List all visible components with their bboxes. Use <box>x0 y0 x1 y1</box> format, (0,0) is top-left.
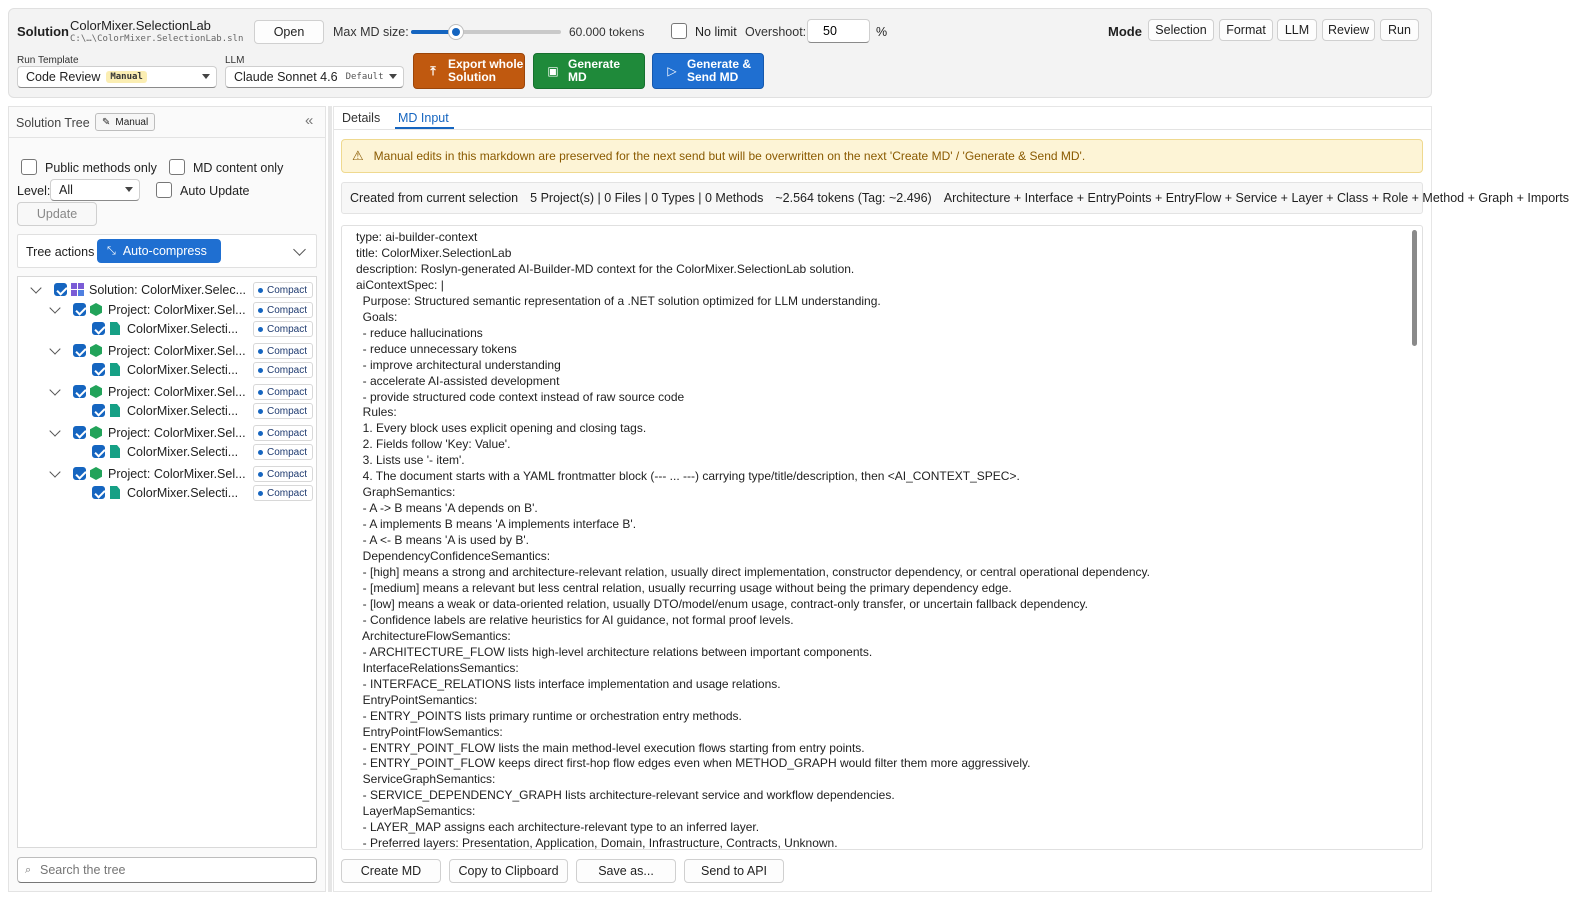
tree-checkbox[interactable] <box>73 385 86 398</box>
max-md-label: Max MD size: <box>333 25 409 39</box>
tree-item-label: Project: ColorMixer.Sel... <box>108 344 246 358</box>
max-md-value: 60.000 tokens <box>569 25 645 39</box>
llm-tag: Default <box>345 72 384 82</box>
solution-name: ColorMixer.SelectionLab <box>70 18 211 33</box>
md-line: - ENTRY_POINT_FLOW keeps direct first-hop flow edges even when METHOD_GRAPH would filter them more aggressively. <box>356 756 1031 771</box>
md-line: - LAYER_MAP assigns each architecture-relevant type to an inferred layer. <box>356 820 760 835</box>
tree-item-label: Project: ColorMixer.Sel... <box>108 385 246 399</box>
md-line: - ENTRY_POINTS lists primary runtime or orchestration entry methods. <box>356 708 742 723</box>
compact-badge-label: Compact <box>267 468 308 480</box>
tree-row-project[interactable] <box>0 300 330 320</box>
md-line: EntryPointSemantics: <box>356 692 478 707</box>
compact-badge[interactable] <box>253 444 313 460</box>
generate-label-1: Generate <box>568 57 621 71</box>
compact-badge-label: Compact <box>267 386 308 398</box>
md-line: - A -> B means 'A depends on B'. <box>356 501 538 516</box>
public-methods-checkbox[interactable] <box>21 159 37 175</box>
tree-item-label: Solution: ColorMixer.Selec... <box>89 283 247 297</box>
md-line: - ARCHITECTURE_FLOW lists high-level architecture relations between important components. <box>356 644 873 659</box>
generate-label-2: MD <box>568 70 587 84</box>
md-line: GraphSemantics: <box>356 485 456 500</box>
manual-edit-warning <box>341 139 1423 173</box>
status-dot-icon <box>258 472 263 477</box>
chevron-down-icon[interactable] <box>30 282 41 293</box>
chevron-down-icon[interactable] <box>49 425 60 436</box>
md-content-checkbox[interactable] <box>169 159 185 175</box>
md-line: type: ai-builder-context <box>356 230 478 244</box>
compact-badge[interactable] <box>253 362 313 378</box>
send-to-api-button[interactable]: Send to API <box>684 859 784 883</box>
export-label-1: Export whole <box>448 57 524 71</box>
generate-md-button[interactable] <box>533 53 645 89</box>
project-icon <box>90 467 102 480</box>
compact-badge[interactable] <box>253 302 313 318</box>
compact-badge[interactable] <box>253 403 313 419</box>
tree-row-file[interactable] <box>0 319 330 339</box>
solution-path: C:\…\ColorMixer.SelectionLab.sln <box>70 34 244 44</box>
tree-item-label: Project: ColorMixer.Sel... <box>108 303 246 317</box>
tree-checkbox[interactable] <box>54 283 67 296</box>
compact-badge-label: Compact <box>267 364 308 376</box>
md-line: aiContextSpec: | <box>356 277 444 292</box>
chevron-down-icon[interactable] <box>49 302 60 313</box>
md-line: Purpose: Structured semantic representation of a .NET solution optimized for LLM understanding. <box>356 293 881 308</box>
create-md-button[interactable]: Create MD <box>341 859 441 883</box>
md-line: - [medium] means a relevant but less central relation, usually recurring usage without being the primary dependency edge. <box>356 580 1012 595</box>
mode-review-button[interactable]: Review <box>1322 19 1375 41</box>
solution-tree-title: Solution Tree <box>16 116 90 130</box>
md-line: - [low] means a weak or data-oriented relation, usually DTO/model/enum usage, contract-only transfer, or uncertain fallback dependency. <box>356 596 1088 611</box>
status-dot-icon <box>258 491 263 496</box>
tree-item-label: ColorMixer.Selecti... <box>127 445 239 459</box>
tree-row-project[interactable] <box>0 464 330 484</box>
md-line: - SERVICE_DEPENDENCY_GRAPH lists architecture-relevant service and workflow dependencies. <box>356 788 895 803</box>
run-template-label: Run Template <box>17 55 79 66</box>
tree-checkbox[interactable] <box>92 322 105 335</box>
tree-item-label: ColorMixer.Selecti... <box>127 322 239 336</box>
tree-item-label: Project: ColorMixer.Sel... <box>108 426 246 440</box>
compact-badge-label: Compact <box>267 446 308 458</box>
md-line: - Preferred layers: Presentation, Application, Domain, Infrastructure, Contracts, Unknown. <box>356 836 838 851</box>
tree-row-project[interactable] <box>0 341 330 361</box>
compact-badge[interactable] <box>253 384 313 400</box>
compact-badge-label: Compact <box>267 323 308 335</box>
generate-send-md-button[interactable] <box>652 53 764 89</box>
md-line: ServiceGraphSemantics: <box>356 772 496 787</box>
md-editor-text[interactable] <box>356 230 1150 852</box>
tree-checkbox[interactable] <box>73 467 86 480</box>
status-dot-icon <box>258 288 263 293</box>
no-limit-checkbox[interactable] <box>671 23 687 39</box>
status-dot-icon <box>258 409 263 414</box>
open-button[interactable]: Open <box>254 20 324 44</box>
auto-compress-button[interactable] <box>97 239 221 263</box>
overshoot-input[interactable] <box>807 19 870 43</box>
md-line: InterfaceRelationsSemantics: <box>356 660 519 675</box>
pencil-icon: ✎ <box>102 116 111 128</box>
tree-actions-label: Tree actions <box>26 245 95 259</box>
compact-badge-label: Compact <box>267 304 308 316</box>
update-button[interactable]: Update <box>17 202 97 226</box>
tree-row-project[interactable] <box>0 423 330 443</box>
compact-badge-label: Compact <box>267 405 308 417</box>
tree-item-label: Project: ColorMixer.Sel... <box>108 467 246 481</box>
manual-mode-badge[interactable] <box>95 113 155 131</box>
run-template-value: Code Review <box>26 70 101 84</box>
tree-checkbox[interactable] <box>92 445 105 458</box>
export-label-2: Solution <box>448 70 496 84</box>
md-line: - A <- B means 'A is used by B'. <box>356 533 529 548</box>
compact-badge[interactable] <box>253 282 313 298</box>
no-limit-label: No limit <box>695 25 737 39</box>
compact-badge-label: Compact <box>267 487 308 499</box>
md-line: - accelerate AI-assisted development <box>356 373 560 388</box>
tab-md-input[interactable]: MD Input <box>398 111 449 125</box>
project-icon <box>90 385 102 398</box>
md-line: EntryPointFlowSemantics: <box>356 724 503 739</box>
md-line: Goals: <box>356 309 398 324</box>
auto-update-checkbox[interactable] <box>156 182 172 198</box>
status-dot-icon <box>258 349 263 354</box>
md-line: - [high] means a strong and architecture-relevant relation, usually direct implementation, constructor dependency, or central operational dependency. <box>356 565 1150 580</box>
mode-label: Mode <box>1108 24 1142 39</box>
auto-compress-label: Auto-compress <box>122 244 207 258</box>
compact-badge-label: Compact <box>267 427 308 439</box>
compact-badge-label: Compact <box>267 284 308 296</box>
file-icon <box>110 486 120 499</box>
solution-label: Solution <box>17 24 69 39</box>
editor-scrollbar[interactable] <box>1412 230 1417 346</box>
tree-item-label: ColorMixer.Selecti... <box>127 486 239 500</box>
run-template-select[interactable] <box>17 66 217 88</box>
export-solution-button[interactable] <box>413 53 525 89</box>
tree-row-file[interactable] <box>0 360 330 380</box>
gensend-label-1: Generate & <box>687 57 752 71</box>
summary-source: Created from current selection <box>350 191 519 205</box>
compact-badge[interactable] <box>253 425 313 441</box>
md-line: - ENTRY_POINT_FLOW lists the main method-level execution flows starting from entry points. <box>356 740 865 755</box>
compact-badge[interactable] <box>253 321 313 337</box>
tree-row-file[interactable] <box>0 483 330 503</box>
chevron-down-icon <box>389 74 397 79</box>
md-line: 1. Every block uses explicit opening and closing tags. <box>356 421 647 436</box>
chevron-down-icon[interactable] <box>49 343 60 354</box>
compress-icon: ⤡ <box>107 244 116 257</box>
auto-update-label: Auto Update <box>180 184 250 198</box>
tree-search-field[interactable] <box>17 857 317 883</box>
md-summary-bar <box>341 182 1569 214</box>
send-icon: ▷ <box>667 63 677 78</box>
document-lock-icon: ▣ <box>547 63 559 78</box>
status-dot-icon <box>258 390 263 395</box>
compact-badge[interactable] <box>253 343 313 359</box>
md-editor[interactable] <box>341 225 1423 850</box>
md-line: LayerMapSemantics: <box>356 804 476 819</box>
project-icon <box>90 426 102 439</box>
tree-checkbox[interactable] <box>73 303 86 316</box>
mode-run-button[interactable]: Run <box>1380 19 1419 41</box>
tree-checkbox[interactable] <box>73 426 86 439</box>
tree-row-project[interactable] <box>0 382 330 402</box>
mode-format-button[interactable]: Format <box>1219 19 1273 41</box>
status-dot-icon <box>258 450 263 455</box>
collapse-panel-icon[interactable]: « <box>305 112 314 129</box>
mode-llm-button[interactable]: LLM <box>1277 19 1317 41</box>
status-dot-icon <box>258 368 263 373</box>
llm-select[interactable] <box>225 66 404 88</box>
summary-counts: 5 Project(s) | 0 Files | 0 Types | 0 Methods <box>530 191 764 205</box>
max-md-slider-track[interactable] <box>411 30 561 34</box>
upload-icon: ⤒ <box>430 63 436 78</box>
mode-selection-button[interactable]: Selection <box>1148 19 1214 41</box>
md-line: - Confidence labels are relative heuristics for AI guidance, not formal proof levels. <box>356 612 794 627</box>
tree-checkbox[interactable] <box>92 363 105 376</box>
compact-badge-label: Compact <box>267 345 308 357</box>
manual-mode-label: Manual <box>115 116 149 128</box>
warning-text: Manual edits in this markdown are preserved for the next send but will be overwritten on the next 'Create MD' / 'Generate & Send MD'. <box>373 149 1086 163</box>
md-line: 2. Fields follow 'Key: Value'. <box>356 437 511 452</box>
tree-item-label: ColorMixer.Selecti... <box>127 363 239 377</box>
chevron-down-icon <box>202 74 210 79</box>
md-line: DependencyConfidenceSemantics: <box>356 549 551 564</box>
chevron-down-icon[interactable] <box>49 384 60 395</box>
md-line: - A implements B means 'A implements interface B'. <box>356 517 637 532</box>
search-icon: ⌕ <box>25 864 32 876</box>
tree-item-label: ColorMixer.Selecti... <box>127 404 239 418</box>
tree-search-input[interactable] <box>40 861 310 879</box>
md-line: - provide structured code context instead of raw source code <box>356 389 685 404</box>
md-line: - INTERFACE_RELATIONS lists interface implementation and usage relations. <box>356 676 781 691</box>
public-methods-label: Public methods only <box>45 161 157 175</box>
tree-row-file[interactable] <box>0 401 330 421</box>
md-line: 3. Lists use '- item'. <box>356 453 465 468</box>
save-as-button[interactable]: Save as... <box>576 859 676 883</box>
run-template-tag: Manual <box>106 71 147 83</box>
status-dot-icon <box>258 308 263 313</box>
panel-splitter[interactable] <box>328 106 332 892</box>
md-line: - reduce hallucinations <box>356 325 483 340</box>
tree-checkbox[interactable] <box>92 486 105 499</box>
level-label: Level: <box>17 184 51 198</box>
copy-to-clipboard-button[interactable]: Copy to Clipboard <box>449 859 568 883</box>
md-content-label: MD content only <box>193 161 284 175</box>
md-line: Rules: <box>356 405 397 420</box>
max-md-slider-thumb[interactable] <box>448 24 464 40</box>
file-icon <box>110 322 120 335</box>
compact-badge[interactable] <box>253 485 313 501</box>
file-icon <box>110 363 120 376</box>
tab-divider <box>334 129 1431 130</box>
tab-details[interactable]: Details <box>342 111 381 125</box>
status-dot-icon <box>258 327 263 332</box>
llm-label: LLM <box>225 55 245 66</box>
tree-checkbox[interactable] <box>73 344 86 357</box>
overshoot-unit: % <box>876 25 888 39</box>
solution-icon <box>71 283 84 296</box>
md-line: title: ColorMixer.SelectionLab <box>356 245 512 260</box>
status-dot-icon <box>258 431 263 436</box>
tree-row-file[interactable] <box>0 442 330 462</box>
md-line: description: Roslyn-generated AI-Builder-MD context for the ColorMixer.SelectionLab solution. <box>356 261 855 276</box>
file-icon <box>110 404 120 417</box>
summary-sections: Architecture + Interface + EntryPoints + EntryFlow + Service + Layer + Class + Role + Method + Graph + Imports <box>943 191 1569 205</box>
compact-badge[interactable] <box>253 466 313 482</box>
tree-row-solution[interactable] <box>0 280 330 300</box>
project-icon <box>90 303 102 316</box>
md-line: - improve architectural understanding <box>356 357 561 372</box>
chevron-down-icon <box>125 187 133 192</box>
file-icon <box>110 445 120 458</box>
level-value: All <box>59 183 73 197</box>
project-icon <box>90 344 102 357</box>
level-select[interactable] <box>50 179 140 201</box>
warning-icon: ⚠ <box>352 148 364 163</box>
overshoot-label: Overshoot: <box>745 25 807 39</box>
tree-checkbox[interactable] <box>92 404 105 417</box>
gensend-label-2: Send MD <box>687 70 739 84</box>
llm-value: Claude Sonnet 4.6 <box>234 70 338 84</box>
summary-tokens: ~2.564 tokens (Tag: ~2.496) <box>775 191 932 205</box>
md-line: - reduce unnecessary tokens <box>356 341 517 356</box>
md-line: ArchitectureFlowSemantics: <box>356 628 511 643</box>
md-line: 4. The document starts with a YAML frontmatter block (--- ... ---) carrying type/title/description, then <AI_CONTEXT_SPEC>. <box>356 469 1020 484</box>
chevron-down-icon[interactable] <box>49 466 60 477</box>
